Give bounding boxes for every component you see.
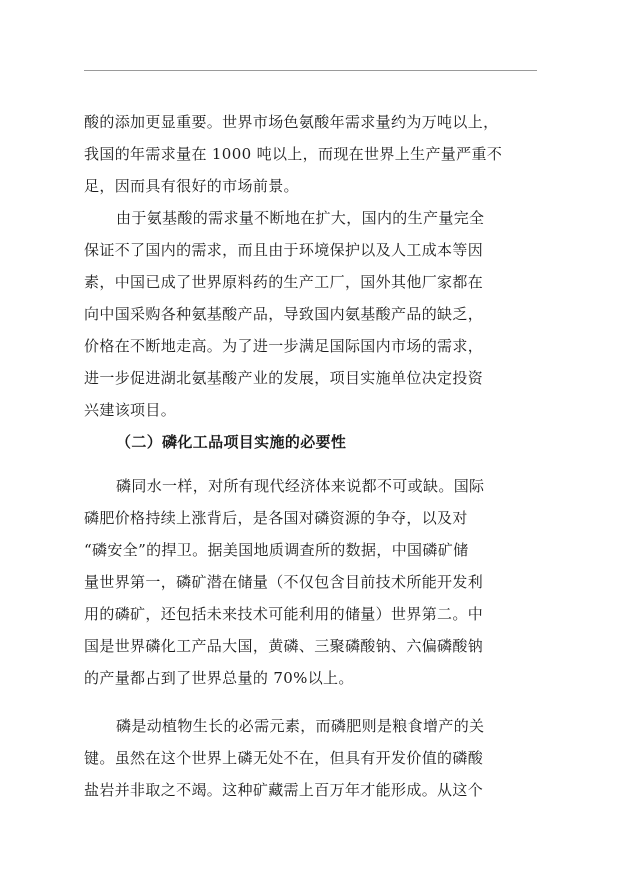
paragraph-3-line-4: 量世界第一，磷矿潜在储量（不仅包含目前技术所能开发利 bbox=[84, 573, 484, 591]
paragraph-3-line-2: 磷肥价格持续上涨背后，是各国对磷资源的争夺，以及对 bbox=[84, 509, 468, 527]
paragraph-2-line-5: 价格在不断地走高。为了进一步满足国际国内市场的需求， bbox=[84, 337, 484, 355]
paragraph-2-line-2: 保证不了国内的需求，而且由于环境保护以及人工成本等因 bbox=[84, 241, 484, 259]
paragraph-2-line-7: 兴建该项目。 bbox=[84, 401, 177, 419]
paragraph-3-line-3: “磷安全”的捍卫。据美国地质调查所的数据，中国磷矿储 bbox=[84, 541, 469, 559]
paragraph-2-line-6: 进一步促进湖北氨基酸产业的发展，项目实施单位决定投资 bbox=[84, 369, 484, 387]
paragraph-1-line-1: 酸的添加更显重要。世界市场色氨酸年需求量约为万吨以上， bbox=[84, 113, 499, 131]
paragraph-3-line-5: 用的磷矿，还包括未来技术可能利用的储量）世界第二。中 bbox=[84, 605, 484, 623]
section-heading: （二）磷化工品项目实施的必要性 bbox=[116, 433, 347, 451]
paragraph-4-line-3: 盐岩并非取之不竭。这种矿藏需上百万年才能形成。从这个 bbox=[84, 781, 484, 799]
paragraph-3-line-1: 磷同水一样，对所有现代经济体来说都不可或缺。国际 bbox=[116, 477, 485, 495]
paragraph-1-line-3: 足，因而具有很好的市场前景。 bbox=[84, 177, 299, 195]
paragraph-4-line-2: 键。虽然在这个世界上磷无处不在，但具有开发价值的磷酸 bbox=[84, 749, 484, 767]
header-divider bbox=[84, 70, 537, 71]
paragraph-2-line-3: 素，中国已成了世界原料药的生产工厂，国外其他厂家都在 bbox=[84, 273, 484, 291]
paragraph-3-line-7: 的产量都占到了世界总量的 70%以上。 bbox=[84, 669, 354, 687]
paragraph-4-line-1: 磷是动植物生长的必需元素，而磷肥则是粮食增产的关 bbox=[116, 717, 485, 735]
paragraph-2-line-4: 向中国采购各种氨基酸产品，导致国内氨基酸产品的缺乏， bbox=[84, 305, 484, 323]
paragraph-3-line-6: 国是世界磷化工产品大国，黄磷、三聚磷酸钠、六偏磷酸钠 bbox=[84, 637, 484, 655]
paragraph-1-line-2: 我国的年需求量在 1000 吨以上，而现在世界上生产量严重不 bbox=[84, 145, 503, 163]
paragraph-2-line-1: 由于氨基酸的需求量不断地在扩大，国内的生产量完全 bbox=[116, 209, 485, 227]
